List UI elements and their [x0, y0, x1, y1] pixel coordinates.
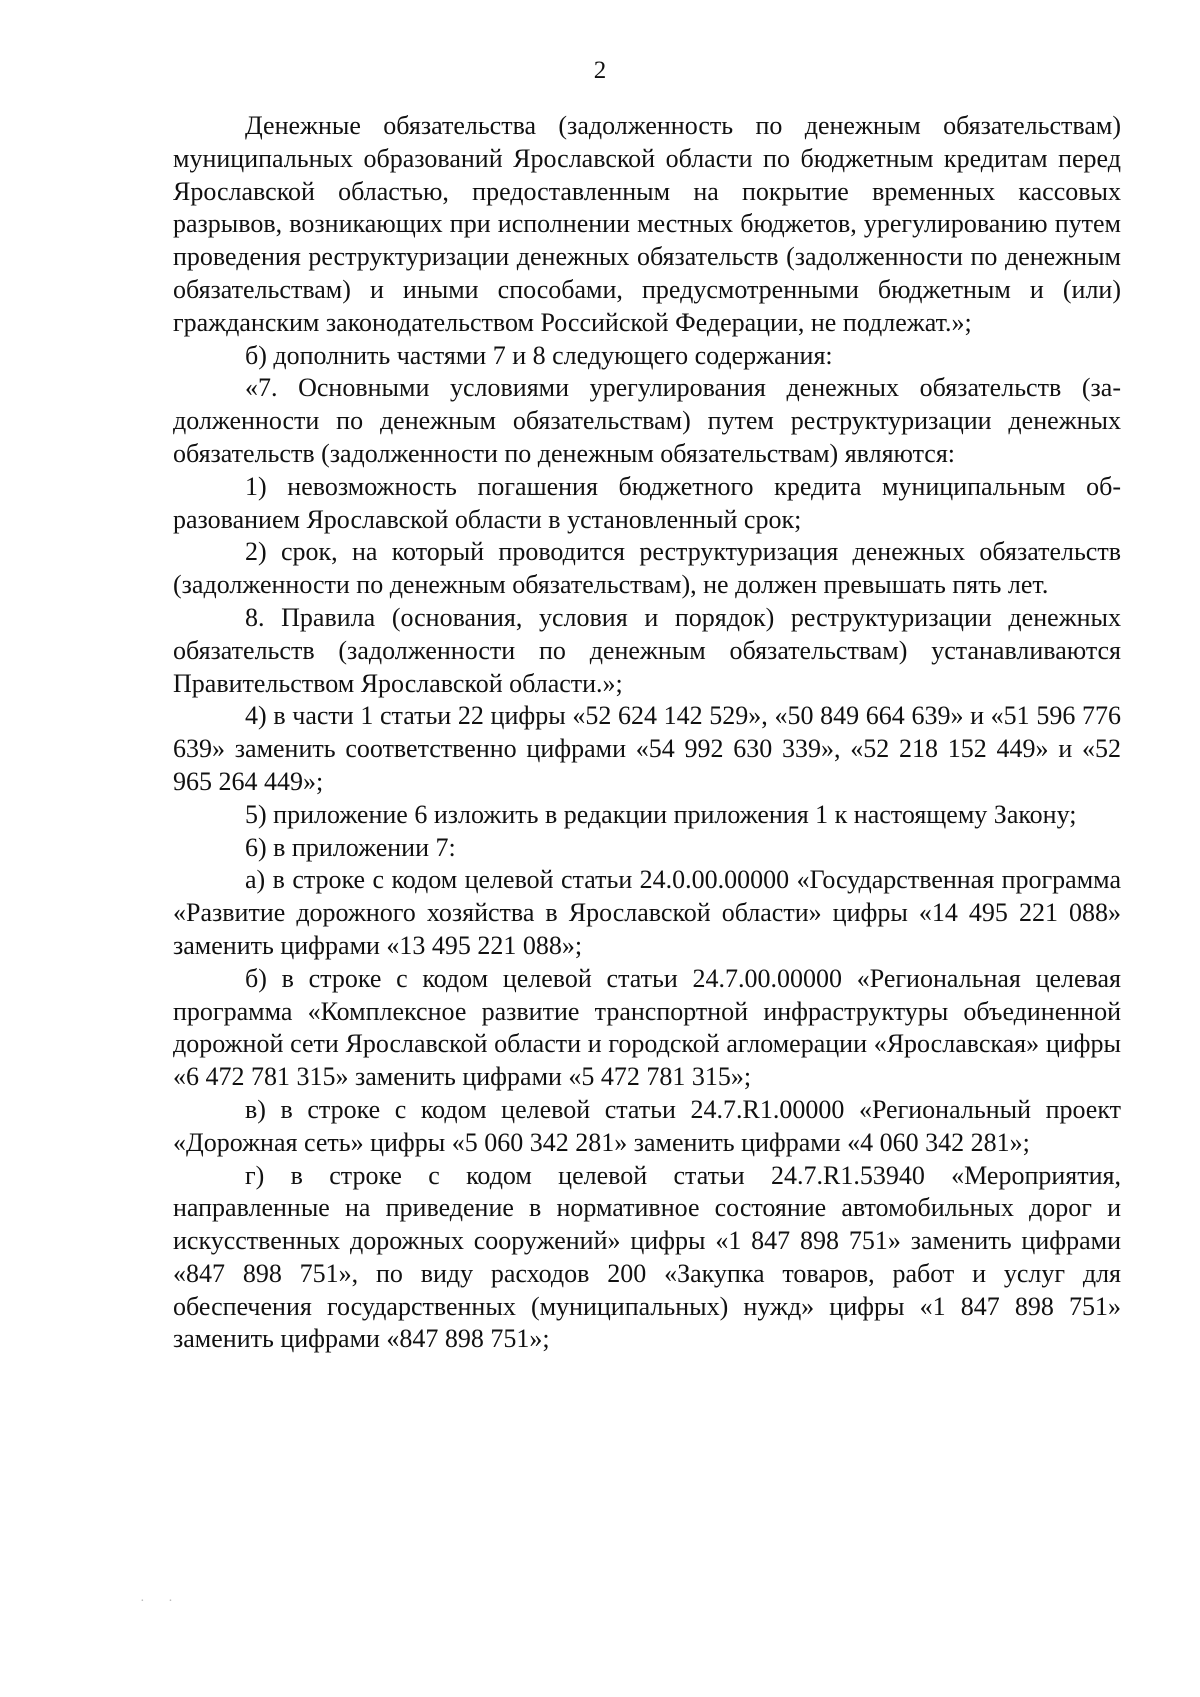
paragraph-subitem-v: в) в строке с кодом целевой статьи 24.7.R1.00000 «Региональный проект «Дорожная сеть» цифры «5 060 342 281» заменить цифрами «4 060 342 281»; — [173, 1094, 1121, 1157]
paragraph-part-7-conditions: «7. Основными условиями урегулирования денежных обязательств (задолженности по денежным обязательствам) путем реструктуризации денежных обязательств (задолженности по денежным обязательствам) являются: — [173, 373, 1121, 468]
paragraph-item-5-appendix-6: 5) приложение 6 изложить в редакции приложения 1 к настоящему Закону; — [245, 799, 1077, 829]
paragraph-subitem-a: а) в строке с кодом целевой статьи 24.0.00.00000 «Государственная программа «Развитие дорожного хозяйства в Ярославской области» цифры «14 495 221 088» заменить цифрами «13 495 221 088»; — [173, 865, 1121, 960]
document-body — [173, 110, 1121, 1356]
paragraph-subitem-b: б) в строке с кодом целевой статьи 24.7.00.00000 «Региональная целевая программа «Комплексное развитие транспортной инфраструктуры объединенной дорожной сети Ярославской области и городской агломерации «Ярославская» цифры «6 472 781 315» заменить цифрами «5 472 781 315»; — [173, 963, 1121, 1092]
paragraph-debt-obligations: Денежные обязательства (задолженность по денежным обязательствам) муниципальных образований Ярославской области по бюджетным кредитам перед Ярославской областью, предоставленным на покрытие временных кассовых разрывов, возникающих при исполнении местных бюджетов, урегулированию путем проведения реструктуризации денежных обязательств (задолженности по денежным обязательствам) и иными способами, предусмотренными бюджетным и (или) гражданским законодательством Российской Федерации, не подлежат.»; — [173, 111, 1121, 337]
paragraph-item-4-article-22: 4) в части 1 статьи 22 цифры «52 624 142 529», «50 849 664 639» и «51 596 776 639» заменить соответственно цифрами «54 992 630 339», «52 218 152 449» и «52 965 264 449»; — [173, 701, 1121, 796]
paragraph-condition-2: 2) срок, на который проводится реструктуризация денежных обязательств (задолженности по денежным обязательствам), не должен превышать пять лет. — [173, 537, 1121, 600]
paragraph-condition-1: 1) невозможность погашения бюджетного кредита муниципальным образованием Ярославской области в установленный срок; — [173, 471, 1121, 534]
scan-artifact: · · — [140, 1594, 183, 1609]
paragraph-item-6-appendix-7: 6) в приложении 7: — [245, 832, 456, 862]
page-number: 2 — [593, 57, 607, 84]
paragraph-subitem-g: г) в строке с кодом целевой статьи 24.7.R1.53940 «Мероприятия, направленные на приведение в нормативное состояние автомобильных дорог и искусственных дорожных сооружений» цифры «1 847 898 751» заменить цифрами «847 898 751», по виду расходов 200 «Закупка товаров, работ и услуг для обеспечения государственных (муниципальных) нужд» цифры «1 847 898 751» заменить цифрами «847 898 751»; — [173, 1160, 1121, 1354]
paragraph-part-8-rules: 8. Правила (основания, условия и порядок) реструктуризации денежных обязательств (задолженности по денежным обязательствам) устанавливаются Правительством Ярославской области.»; — [173, 602, 1121, 698]
paragraph-amend-parts-7-8: б) дополнить частями 7 и 8 следующего содержания: — [245, 340, 833, 370]
